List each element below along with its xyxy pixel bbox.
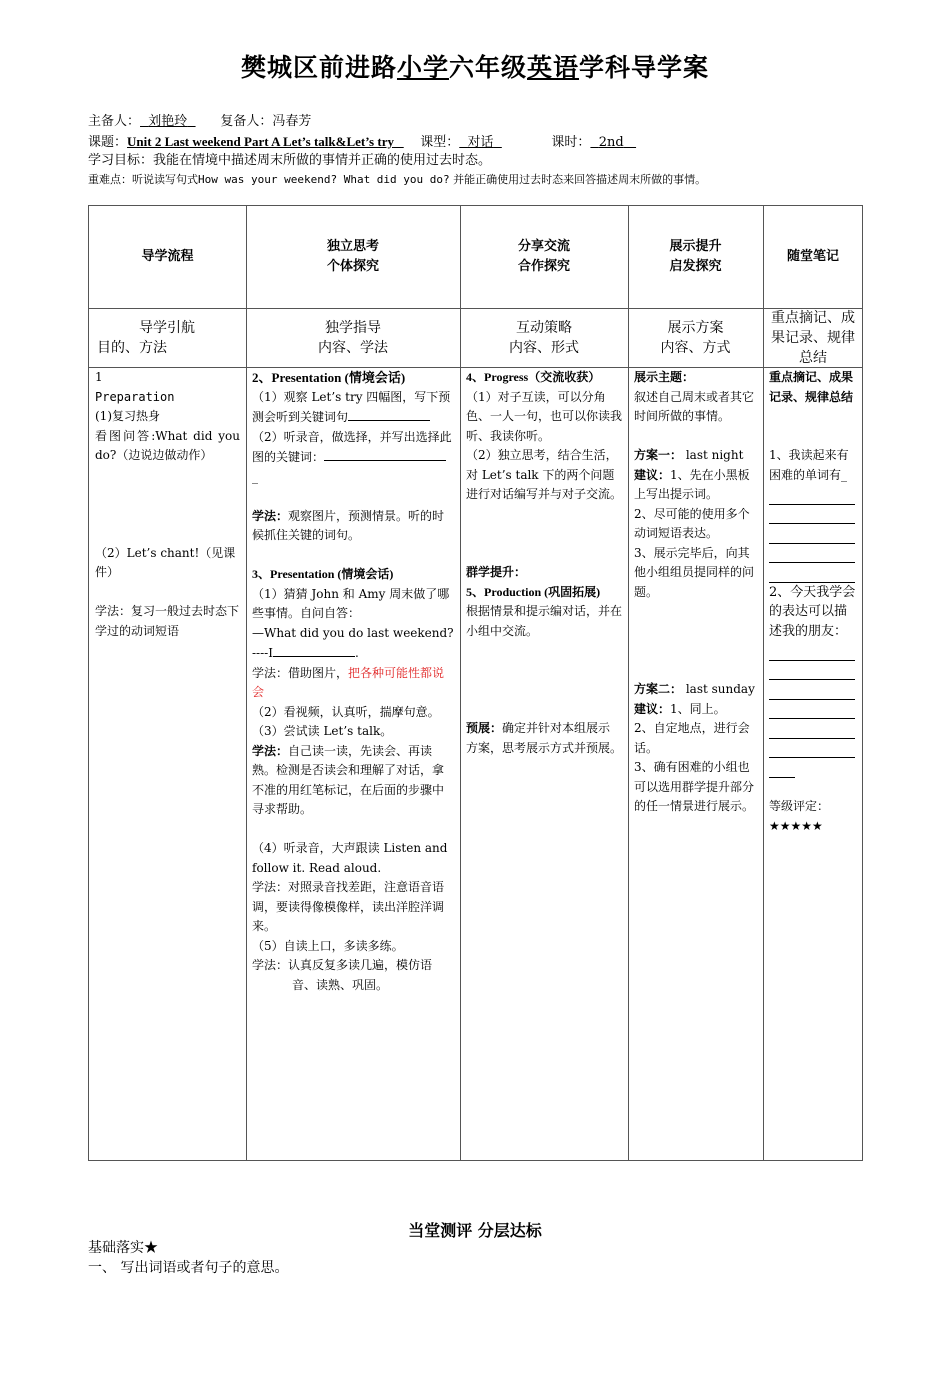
presentation-heading-1: 2、Presentation (情境会话) <box>252 370 406 385</box>
period-label: 课时： <box>551 135 591 150</box>
topic-label: 课题： <box>88 135 128 150</box>
subheader-independent: 独学指导 内容、学法 <box>318 319 388 356</box>
header-share: 分享交流 合作探究 <box>517 239 570 274</box>
production-heading: 5、Production (巩固拓展) <box>466 584 601 599</box>
document-title <box>0 48 950 84</box>
rating-stars: ★★★★★ <box>769 818 823 833</box>
col-independent-content: 2、Presentation (情境会话) （1）观察 Let’s try 四幅图，写下预测会听到关键词句 （2）听录音，做选择，并写出选择此图的关键词： _ 学法：观察图片，预测情景。听的时候抓住关键的词句。 3、Presentation (情境会话) （1）猜猜 John 和 Amy 周末做了哪些事情。自问自答： —What did you do last weekend? ----I . 学法：借助图片，把各种可能性都说会 （2）看视频，认真听，揣摩句意。 （3）尝试读 Let’s talk。 学法：自己读一读，先读会、再读熟。检测是否读会和理解了对话，拿不准的用红笔标记，在后面的步骤中寻求帮助。 （4）听录音，大声跟读 Listen and follow it. Read aloud. 学法：对照录音找差距，注意语音语调，要读得像模像样，读出洋腔洋调来。 （5）自读上口，多读多练。 学法：认真反复多读几遍，模仿语 音、读熟、巩固。 <box>252 370 454 992</box>
title-doctype: 学科导学案 <box>579 53 710 82</box>
header-display: 展示提升 启发探究 <box>669 239 722 274</box>
subheader-share: 互动策略 内容、形式 <box>509 319 579 356</box>
title-subject: 英语 <box>527 53 580 82</box>
col-display-content: 展示主题： 叙述自己周末或者其它时间所做的事情。 方案一： last night 建议：1、先在小黑板上写出提示词。 2、尽可能的使用多个动词短语表达。 3、展示完毕后，向其他小组组员提同样的问题。 方案二： last sunday 建议：1、同上。 2、自定地点，进行会话。 3、确有困难的小组也可以选用群学提升部分的任一情景进行展示。 <box>628 368 763 817</box>
header-guide-process: 导学流程 <box>141 249 194 264</box>
col-guide-content: 1 Preparation (1)复习热身 看图问答:What did you do?（边说边做动作） （2）Let’s chant!（见课件） 学法：复习一般过去时态下学过的动词短语 <box>95 370 240 638</box>
title-level: 小学 <box>396 53 449 82</box>
subheader-guide: 导学引航 目的、方法 <box>97 319 195 356</box>
header-independent: 独立思考 个体探究 <box>326 239 379 274</box>
period-value: 2nd <box>598 135 624 150</box>
preparer-name: 刘艳玲 <box>148 114 188 129</box>
display-theme-heading: 展示主题： <box>634 370 695 384</box>
basic-level-label: 基础落实★ <box>88 1240 158 1256</box>
key-points-sentence: How was your weekend? What did you do? <box>198 173 450 186</box>
preparation-heading: Preparation <box>95 389 175 404</box>
key-points-line: 重难点：听说读写句式How was your weekend? What did you do? 并能正确使用过去时态来回答描述周末所做的事情。 <box>88 173 707 186</box>
col-share-content: 4、Progress（交流收获） （1）对子互读，可以分角色、一人一句，也可以你读我听、我读你听。 （2）独立思考，结合生活，对 Let’s talk 下的两个问题进行对话编写并与对子交流。 群学提升： 5、Production (巩固拓展) 根据情景和提示编对话，并在小组中交流。 预展：确定并针对本组展示方案，思考展示方式并预展。 <box>466 370 623 755</box>
topic-line <box>88 132 636 152</box>
exercise-one-prompt: 一、 写出词语或者句子的意思。 <box>88 1260 289 1276</box>
presentation-heading-2: 3、Presentation (情境会话) <box>252 567 394 581</box>
header-notes: 随堂笔记 <box>786 249 839 264</box>
preparer-line <box>88 112 311 131</box>
title-school: 樊城区前进路 <box>240 53 397 82</box>
subheader-display: 展示方案 内容、方式 <box>660 319 731 356</box>
topic-value: Unit 2 Last weekend Part A Let’s talk&Let’s try <box>127 134 394 149</box>
type-label: 课型： <box>420 135 460 150</box>
reviewer: 复备人：冯春芳 <box>220 114 312 129</box>
progress-heading: 4、Progress（交流收获） <box>466 370 601 384</box>
title-grade: 六年级 <box>448 53 527 82</box>
subheader-notes: 重点摘记、成 果记录、规律 总结 <box>771 309 855 366</box>
lesson-plan-table <box>88 205 863 1161</box>
preparer-label: 主备人： <box>88 114 141 129</box>
section-title: 当堂测评 分层达标 <box>408 1221 542 1240</box>
goal-line: 学习目标：我能在情境中描述周末所做的事情并正确的使用过去时态。 <box>88 153 492 168</box>
type-value: 对话 <box>467 135 494 150</box>
col-notes-content: 重点摘记、成果记录、规律总结 1、我读起来有困难的单词有_ 2、今天我学会的表达可以描述我的朋友： 等级评定： ★★★★★ <box>763 368 863 836</box>
